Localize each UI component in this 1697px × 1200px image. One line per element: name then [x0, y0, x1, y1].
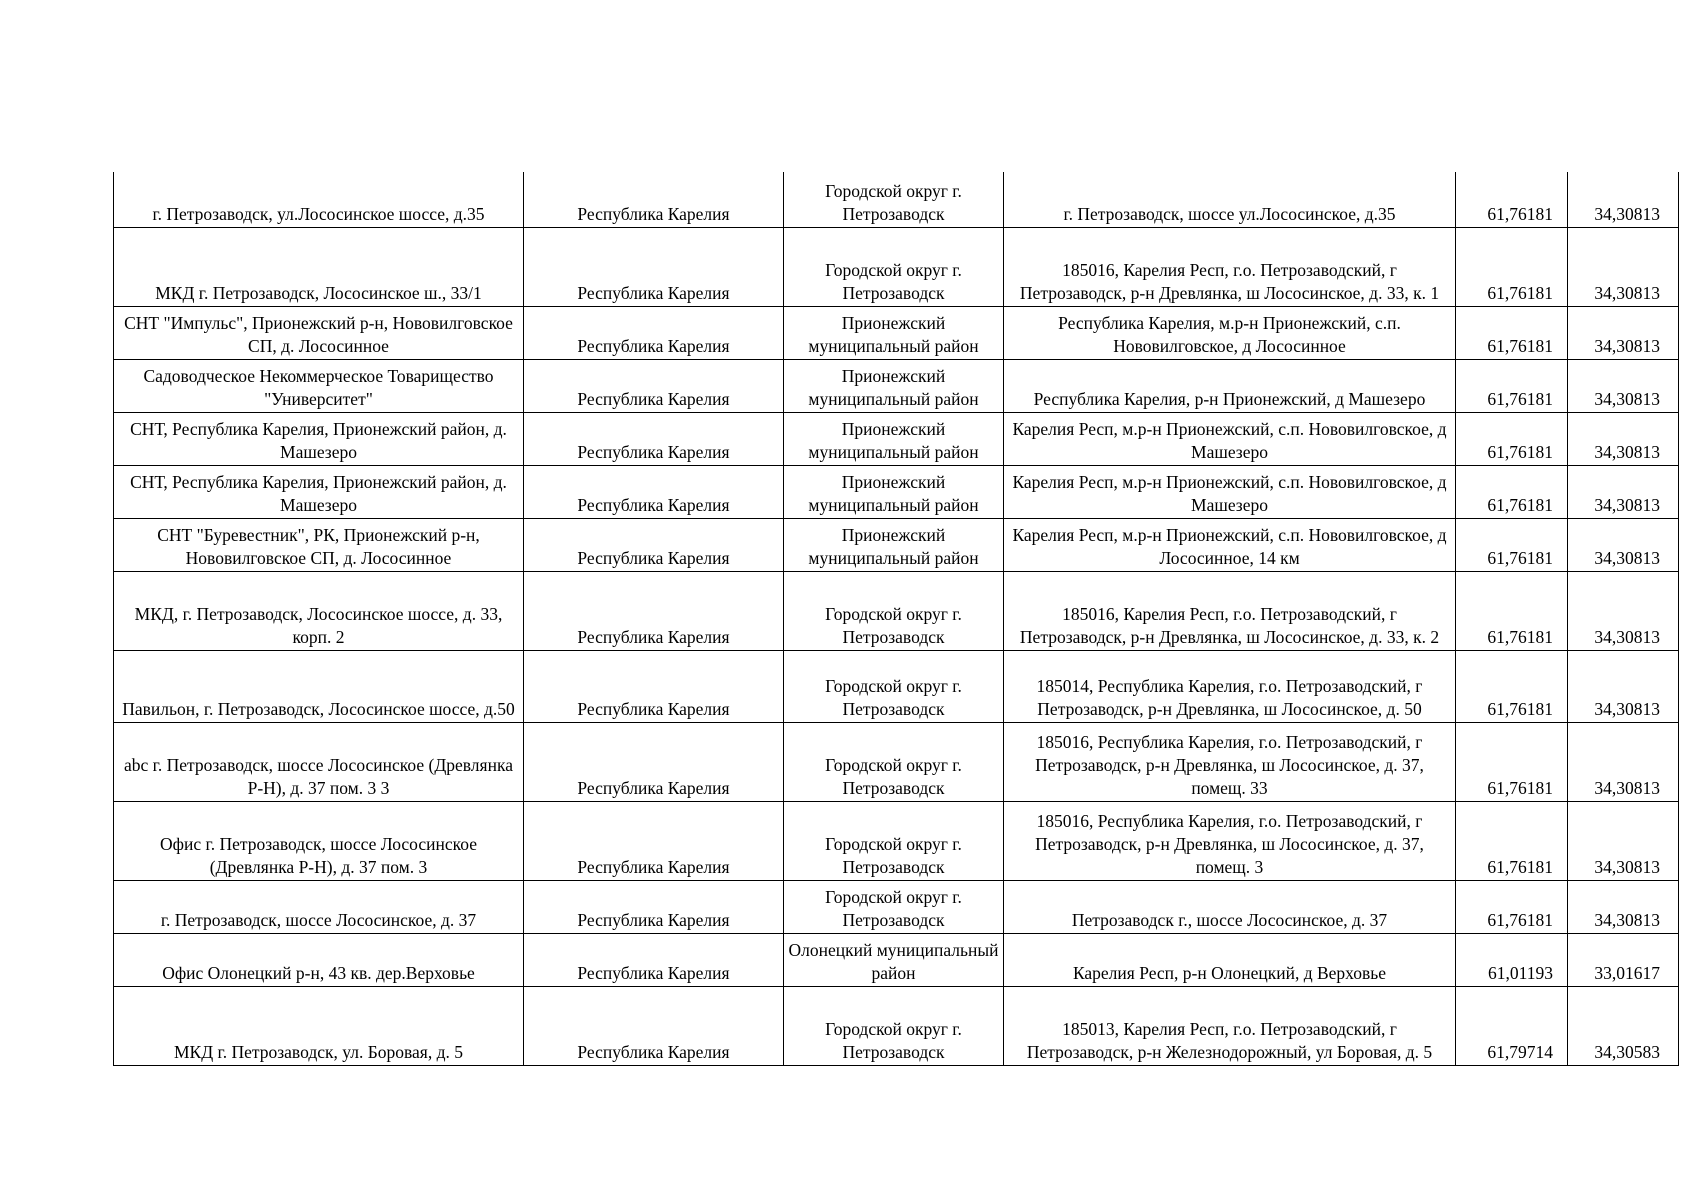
table-row — [114, 722, 1679, 801]
district-cell: Олонецкий муниципальный район — [784, 933, 1004, 986]
region-cell: Республика Карелия — [524, 986, 784, 1065]
region-cell: Республика Карелия — [524, 412, 784, 465]
region-cell: Республика Карелия — [524, 650, 784, 722]
object-name-cell: Офис Олонецкий р-н, 43 кв. дер.Верховье — [114, 933, 524, 986]
address-cell: Карелия Респ, р-н Олонецкий, д Верховье — [1004, 933, 1456, 986]
region-cell: Республика Карелия — [524, 359, 784, 412]
object-name-cell: г. Петрозаводск, шоссе Лососинское, д. 37 — [114, 880, 524, 933]
region-cell: Республика Карелия — [524, 801, 784, 880]
object-name-cell: СНТ, Республика Карелия, Прионежский район, д. Машезеро — [114, 412, 524, 465]
address-cell: Петрозаводск г., шоссе Лососинское, д. 37 — [1004, 880, 1456, 933]
latitude-cell: 61,76181 — [1456, 801, 1568, 880]
latitude-cell: 61,76181 — [1456, 465, 1568, 518]
latitude-cell: 61,76181 — [1456, 227, 1568, 306]
longitude-cell: 34,30813 — [1568, 801, 1679, 880]
region-cell: Республика Карелия — [524, 306, 784, 359]
district-cell: Прионежский муниципальный район — [784, 518, 1004, 571]
table-row — [114, 650, 1679, 722]
table-row — [114, 359, 1679, 412]
object-name-cell: СНТ, Республика Карелия, Прионежский район, д. Машезеро — [114, 465, 524, 518]
district-cell: Прионежский муниципальный район — [784, 306, 1004, 359]
object-name-cell: Павильон, г. Петрозаводск, Лососинское шоссе, д.50 — [114, 650, 524, 722]
district-cell: Городской округ г. Петрозаводск — [784, 172, 1004, 227]
address-cell: 185013, Карелия Респ, г.о. Петрозаводский, г Петрозаводск, р-н Железнодорожный, ул Боровая, д. 5 — [1004, 986, 1456, 1065]
district-cell: Городской округ г. Петрозаводск — [784, 880, 1004, 933]
latitude-cell: 61,76181 — [1456, 306, 1568, 359]
table-row — [114, 880, 1679, 933]
table-row — [114, 227, 1679, 306]
longitude-cell: 34,30813 — [1568, 571, 1679, 650]
table-row — [114, 801, 1679, 880]
latitude-cell: 61,76181 — [1456, 650, 1568, 722]
latitude-cell: 61,76181 — [1456, 518, 1568, 571]
region-cell: Республика Карелия — [524, 227, 784, 306]
object-name-cell: СНТ "Импульс", Прионежский р-н, Нововилговское СП, д. Лососинное — [114, 306, 524, 359]
region-cell: Республика Карелия — [524, 880, 784, 933]
table-row — [114, 933, 1679, 986]
longitude-cell: 34,30813 — [1568, 465, 1679, 518]
latitude-cell: 61,01193 — [1456, 933, 1568, 986]
district-cell: Прионежский муниципальный район — [784, 465, 1004, 518]
table-row — [114, 986, 1679, 1065]
table-row — [114, 518, 1679, 571]
address-cell: 185016, Карелия Респ, г.о. Петрозаводский, г Петрозаводск, р-н Древлянка, ш Лососинское, д. 33, к. 1 — [1004, 227, 1456, 306]
district-cell: Городской округ г. Петрозаводск — [784, 227, 1004, 306]
object-name-cell: abc г. Петрозаводск, шоссе Лососинское (Древлянка Р-Н), д. 37 пом. 3 3 — [114, 722, 524, 801]
district-cell: Городской округ г. Петрозаводск — [784, 722, 1004, 801]
region-cell: Республика Карелия — [524, 722, 784, 801]
latitude-cell: 61,76181 — [1456, 359, 1568, 412]
object-name-cell: СНТ "Буревестник", РК, Прионежский р-н, Нововилговское СП, д. Лососинное — [114, 518, 524, 571]
object-name-cell: г. Петрозаводск, ул.Лососинское шоссе, д.35 — [114, 172, 524, 227]
longitude-cell: 34,30813 — [1568, 172, 1679, 227]
latitude-cell: 61,76181 — [1456, 412, 1568, 465]
district-cell: Городской округ г. Петрозаводск — [784, 986, 1004, 1065]
table-row — [114, 172, 1679, 227]
longitude-cell: 34,30813 — [1568, 359, 1679, 412]
address-cell: 185016, Республика Карелия, г.о. Петрозаводский, г Петрозаводск, р-н Древлянка, ш Лососинское, д. 37, помещ. 3 — [1004, 801, 1456, 880]
longitude-cell: 34,30813 — [1568, 227, 1679, 306]
longitude-cell: 34,30813 — [1568, 880, 1679, 933]
region-cell: Республика Карелия — [524, 465, 784, 518]
region-cell: Республика Карелия — [524, 933, 784, 986]
address-cell: Республика Карелия, м.р-н Прионежский, с.п. Нововилговское, д Лососинное — [1004, 306, 1456, 359]
object-name-cell: Садоводческое Некоммерческое Товарищество "Университет" — [114, 359, 524, 412]
address-cell: Карелия Респ, м.р-н Прионежский, с.п. Нововилговское, д Машезеро — [1004, 465, 1456, 518]
longitude-cell: 34,30813 — [1568, 650, 1679, 722]
district-cell: Городской округ г. Петрозаводск — [784, 801, 1004, 880]
longitude-cell: 34,30583 — [1568, 986, 1679, 1065]
latitude-cell: 61,76181 — [1456, 571, 1568, 650]
longitude-cell: 34,30813 — [1568, 722, 1679, 801]
object-name-cell: МКД г. Петрозаводск, ул. Боровая, д. 5 — [114, 986, 524, 1065]
table-row — [114, 571, 1679, 650]
latitude-cell: 61,79714 — [1456, 986, 1568, 1065]
latitude-cell: 61,76181 — [1456, 880, 1568, 933]
region-cell: Республика Карелия — [524, 571, 784, 650]
district-cell: Прионежский муниципальный район — [784, 412, 1004, 465]
address-cell: 185016, Карелия Респ, г.о. Петрозаводский, г Петрозаводск, р-н Древлянка, ш Лососинское, д. 33, к. 2 — [1004, 571, 1456, 650]
address-cell: 185014, Республика Карелия, г.о. Петрозаводский, г Петрозаводск, р-н Древлянка, ш Лососинское, д. 50 — [1004, 650, 1456, 722]
object-name-cell: МКД, г. Петрозаводск, Лососинское шоссе, д. 33, корп. 2 — [114, 571, 524, 650]
latitude-cell: 61,76181 — [1456, 172, 1568, 227]
table-row — [114, 465, 1679, 518]
longitude-cell: 33,01617 — [1568, 933, 1679, 986]
longitude-cell: 34,30813 — [1568, 518, 1679, 571]
region-cell: Республика Карелия — [524, 518, 784, 571]
address-cell: Карелия Респ, м.р-н Прионежский, с.п. Нововилговское, д Машезеро — [1004, 412, 1456, 465]
address-cell: Республика Карелия, р-н Прионежский, д Машезеро — [1004, 359, 1456, 412]
district-cell: Прионежский муниципальный район — [784, 359, 1004, 412]
object-name-cell: МКД г. Петрозаводск, Лососинское ш., 33/1 — [114, 227, 524, 306]
longitude-cell: 34,30813 — [1568, 306, 1679, 359]
address-registry-table — [113, 172, 1679, 1066]
latitude-cell: 61,76181 — [1456, 722, 1568, 801]
region-cell: Республика Карелия — [524, 172, 784, 227]
district-cell: Городской округ г. Петрозаводск — [784, 650, 1004, 722]
longitude-cell: 34,30813 — [1568, 412, 1679, 465]
address-cell: Карелия Респ, м.р-н Прионежский, с.п. Нововилговское, д Лососинное, 14 км — [1004, 518, 1456, 571]
object-name-cell: Офис г. Петрозаводск, шоссе Лососинское (Древлянка Р-Н), д. 37 пом. 3 — [114, 801, 524, 880]
address-cell: 185016, Республика Карелия, г.о. Петрозаводский, г Петрозаводск, р-н Древлянка, ш Лососинское, д. 37, помещ. 33 — [1004, 722, 1456, 801]
table-row — [114, 306, 1679, 359]
address-cell: г. Петрозаводск, шоссе ул.Лососинское, д.35 — [1004, 172, 1456, 227]
district-cell: Городской округ г. Петрозаводск — [784, 571, 1004, 650]
table-row — [114, 412, 1679, 465]
